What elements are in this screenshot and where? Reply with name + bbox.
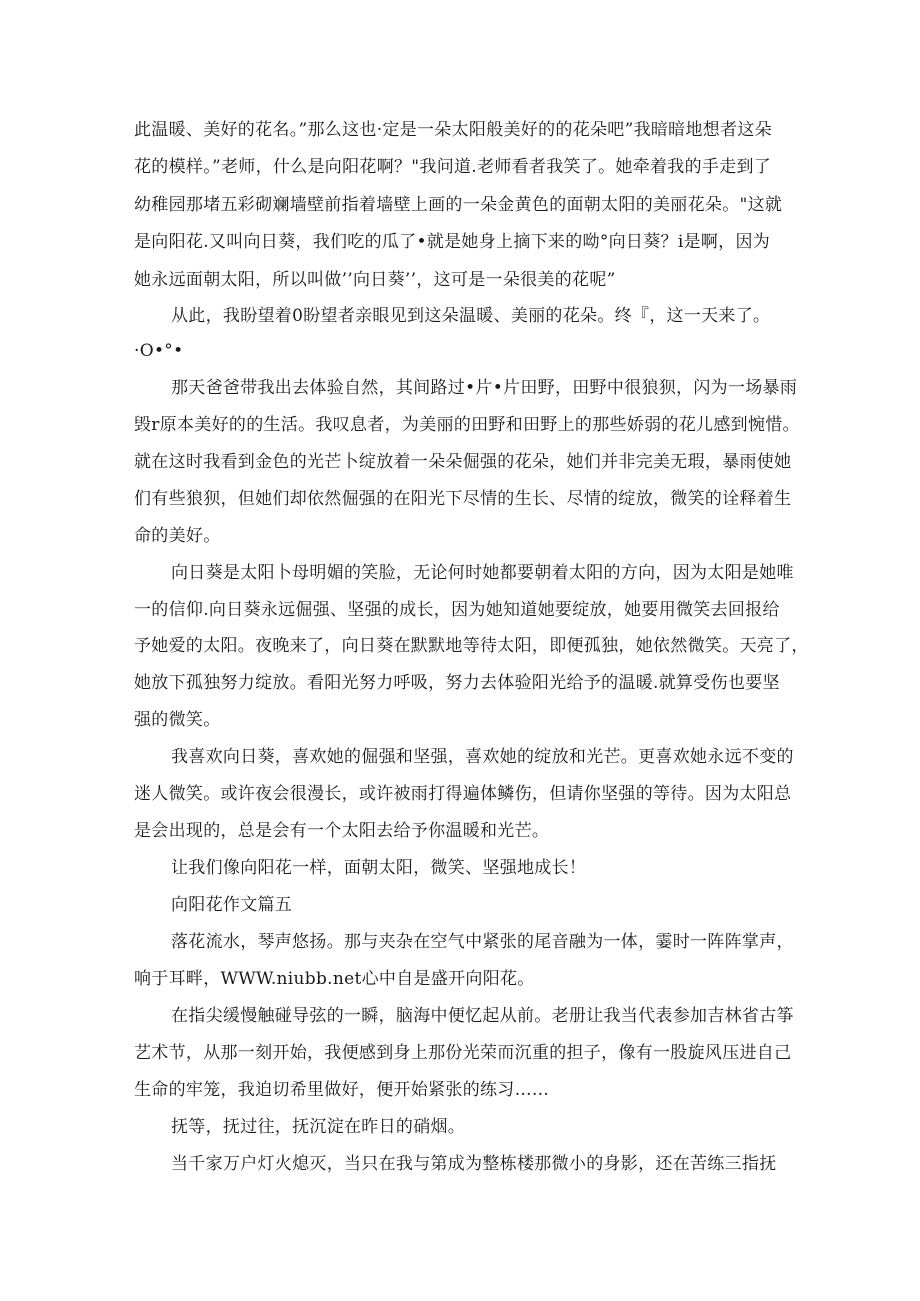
text-line: 强的微笑。 bbox=[134, 710, 221, 730]
text-line: 响于耳畔，WWW.niubb.net心中自是盛开向阳花。 bbox=[134, 969, 535, 989]
text-line: 们有些狼狈，但她们却依然倔强的在阳光下尽情的生长、尽情的绽放，微笑的诠释着生 bbox=[134, 489, 792, 509]
text-line: 让我们像向阳花一样，面朝太阳，微笑、坚强地成长！ bbox=[171, 858, 587, 878]
text-line: 向日葵是太阳卜母明媚的笑脸，无论何时她都要朝着太阳的方向，因为太阳是她唯 bbox=[171, 563, 794, 583]
text-line: 在指尖缓慢触碰导弦的一瞬，脑海中便忆起从前。老册让我当代表参加吉林省古筝 bbox=[171, 1006, 794, 1026]
text-line: 当千家万户灯火熄灭，当只在我与第成为整栋楼那微小的身影，还在苦练三指抚 bbox=[171, 1154, 777, 1174]
text-line: 幼稚园那堵五彩砌斓墙壁前指着墙壁上画的一朵金黄色的面朝太阳的美丽花朵。"这就 bbox=[134, 195, 783, 215]
text-line: 落花流水，琴声悠扬。那与夹杂在空气中紧张的尾音融为一体，霎时一阵阵掌声， bbox=[171, 932, 794, 952]
text-line: 毁r原本美好的的生活。我叹息者，为美丽的田野和田野上的那些娇弱的花儿感到惋惜。 bbox=[134, 415, 800, 435]
text-line: 一的信仰.向日葵永远倔强、坚强的成长，因为她知道她要绽放，她要用微笑去回报给 bbox=[134, 600, 780, 620]
text-line: 是向阳花.又叫向日葵，我们吃的瓜了•就是她身上摘下来的呦°向日葵？i是啊，因为 bbox=[134, 232, 771, 252]
text-line: ·O•°• bbox=[134, 341, 184, 361]
text-line: 抚等，抚过往，抚沉淀在昨日的硝烟。 bbox=[171, 1117, 466, 1137]
text-line: 就在这时我看到金色的光芒卜绽放着一朵朵倔强的花朵，她们并非完美无瑕，暴雨使她 bbox=[134, 452, 792, 472]
text-line: 迷人微笑。或许夜会很漫长，或许被雨打得遍体鳞伤，但请你坚强的等待。因为太阳总 bbox=[134, 784, 792, 804]
text-line: 她放下孤独努力绽放。看阳光努力呼吸，努力去体验阳光给予的温暖.就算受伤也要坚 bbox=[134, 673, 780, 693]
text-line: 予她爱的太阳。夜晚来了，向日葵在默默地等待太阳，即便孤独，她依然微笑。天亮了， bbox=[134, 636, 809, 656]
text-line: 花的模样。”老师，什么是向阳花啊？"我问道.老师看者我笑了。她牵着我的手走到了 bbox=[134, 157, 772, 177]
text-line: 命的美好。 bbox=[134, 526, 221, 546]
text-line: 我喜欢向日葵，喜欢她的倔强和坚强，喜欢她的绽放和光芒。更喜欢她永远不变的 bbox=[171, 747, 794, 767]
text-line: 生命的牢笼，我迫切希里做好，便开始紧张的练习…… bbox=[134, 1080, 550, 1100]
text-line: 她永远面朝太阳，所以叫做’’向日葵’’，这可是一朵很美的花呢” bbox=[134, 270, 616, 290]
text-line: 此温暖、美好的花名。”那么这也·定是一朵太阳般美好的的花朵吧”我暗暗地想者这朵 bbox=[134, 120, 772, 140]
text-line: 那天爸爸带我出去体验自然，其间路过•片•片田野，田野中很狼狈，闪为一场暴雨 bbox=[171, 378, 798, 398]
section-heading: 向阳花作文篇五 bbox=[171, 895, 293, 915]
text-line: 从此，我盼望着0盼望者亲眼见到这朵温暖、美丽的花朵。终『，这一天来了。 bbox=[171, 306, 771, 326]
text-line: 是会出现的，总是会有一个太阳去给予你温暖和光芒。 bbox=[134, 821, 550, 841]
text-line: 艺术节，从那一刻开始，我便感到身上那份光荣而沉重的担子，像有一股旋风压进自己 bbox=[134, 1043, 792, 1063]
